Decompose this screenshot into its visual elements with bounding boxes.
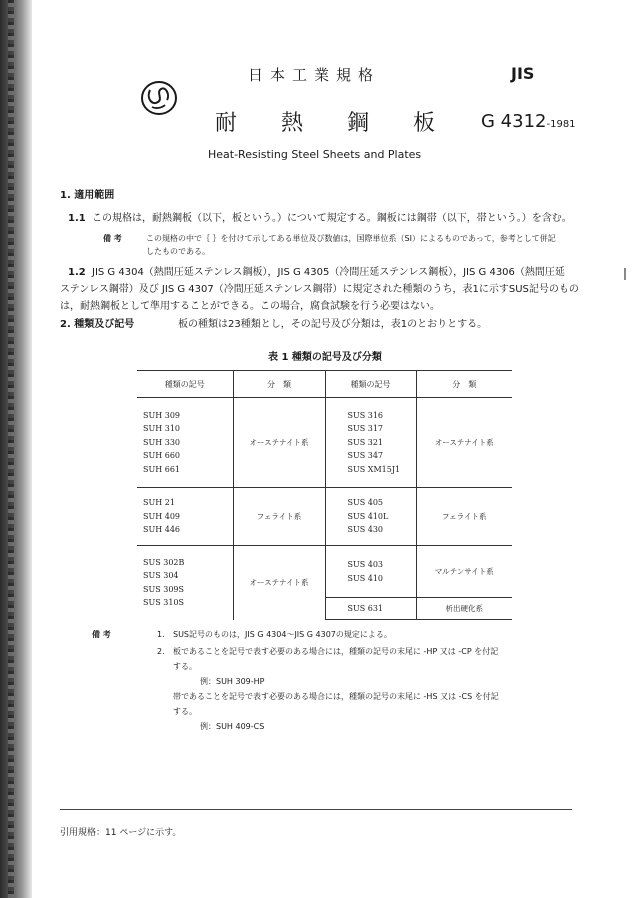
table-row [137, 398, 512, 488]
header-code-right: 種類の記号 [325, 371, 416, 398]
remark-2-number: 2. [157, 647, 165, 656]
org-line: 日本工業規格 [248, 66, 381, 84]
code: SUS 405 [347, 498, 384, 508]
footer-divider [60, 809, 572, 810]
note-line-2: したものである。 [146, 247, 210, 256]
code-list-right [325, 398, 416, 488]
class-right: マルテンサイト系 [416, 546, 512, 598]
clause-1-2-number: 1.2 [68, 267, 86, 278]
standard-title-en: Heat-Resisting Steel Sheets and Plates [208, 148, 422, 161]
class-right: 析出硬化系 [416, 598, 512, 620]
header-class-left: 分 類 [233, 371, 325, 398]
code: SUH 330 [143, 437, 181, 447]
code: SUS 317 [347, 424, 384, 434]
scan-mark [624, 268, 626, 280]
clause-1-1-number: 1.1 [68, 213, 86, 224]
note-label: 備 考 [103, 234, 122, 243]
jis-mark-icon [138, 78, 180, 118]
class-right: オーステナイト系 [434, 438, 494, 447]
header-class-right: 分 類 [416, 371, 512, 398]
remark-2-line-4: する。 [173, 707, 197, 716]
code: SUS 430 [347, 525, 384, 535]
clause-1-1-text: この規格は，耐熱鋼板（以下，板という。）について規定する。鋼板には鋼帯（以下，帯という。）を含む。 [92, 213, 572, 224]
code: SUS 321 [347, 437, 384, 447]
types-table [137, 370, 512, 620]
table-row [137, 546, 512, 598]
code-list-left [137, 546, 233, 620]
code-list-right [325, 488, 416, 546]
class-left: オーステナイト系 [233, 546, 325, 620]
code-list-right [325, 598, 416, 620]
code: SUS 310S [143, 598, 184, 608]
code-list-left [137, 488, 233, 546]
code: SUS 309S [143, 584, 184, 594]
code: SUH 446 [143, 525, 181, 535]
code: SUS 410L [347, 511, 389, 521]
remark-2-line-2: する。 [173, 662, 197, 671]
class-right: フェライト系 [416, 488, 512, 546]
section-1-heading: 1. 適用範囲 [60, 190, 115, 201]
standard-number-main: G 4312 [481, 111, 547, 132]
code: SUS 410 [347, 573, 384, 583]
code: SUS 631 [347, 603, 384, 613]
code: SUS 316 [347, 410, 384, 420]
code-list-left [137, 398, 233, 488]
code: SUS 347 [347, 451, 384, 461]
code: SUH 21 [143, 498, 175, 508]
standard-number [481, 111, 576, 132]
standard-title-jp: 耐熱鋼板 [215, 111, 480, 136]
code: SUH 409 [143, 511, 181, 521]
remark-1-number: 1. [157, 630, 165, 639]
remarks-label: 備 考 [92, 630, 111, 639]
code: SUH 310 [143, 424, 181, 434]
remark-2-example-1: 例：SUH 309-HP [200, 677, 265, 686]
clause-1-2-line-3: は，耐熱鋼板として準用することができる。この場合，腐食試験を行う必要はない。 [60, 301, 440, 312]
code: SUH 309 [143, 410, 181, 420]
cited-standards-note: 引用規格：11 ページに示す。 [60, 828, 182, 838]
table-row [137, 488, 512, 546]
table-title: 表 1 種類の記号及び分類 [268, 352, 382, 363]
remark-2-line-3: 帯であることを記号で表す必要のある場合には，種類の記号の末尾に -HS 又は -CS を付記 [173, 692, 499, 701]
code: SUS 403 [347, 560, 384, 569]
remark-2-line-1: 板であることを記号で表す必要のある場合には，種類の記号の末尾に -HP 又は -CP を付記 [173, 647, 499, 656]
header-code-left: 種類の記号 [137, 371, 233, 398]
section-2-text: 板の種類は23種類とし，その記号及び分類は，表1のとおりとする。 [178, 319, 488, 330]
standard-year: -1981 [546, 119, 576, 130]
jis-label: JIS [511, 64, 535, 83]
clause-1-2-line-2: ステンレス鋼帯）及び JIS G 4307（冷間圧延ステンレス鋼帯）に規定された種類のうち，表1に示すSUS記号のもの [60, 284, 579, 295]
code-list-right [325, 546, 416, 598]
scan-edge-shadow [0, 0, 32, 898]
class-left: フェライト系 [233, 488, 325, 546]
code: SUH 661 [143, 464, 181, 474]
note-line-1: この規格の中で｛ ｝を付けて示してある単位及び数値は，国際単位系（SI）によるものであって，参考として併記 [146, 234, 556, 243]
remark-1-text: SUS記号のものは，JIS G 4304～JIS G 4307の規定による。 [173, 630, 392, 639]
code: SUS 302B [143, 557, 185, 567]
section-2-heading: 2. 種類及び記号 [60, 319, 135, 330]
code: SUS XM15J1 [347, 464, 401, 474]
class-left: オーステナイト系 [233, 398, 325, 488]
code: SUS 304 [143, 571, 179, 581]
code: SUH 660 [143, 451, 181, 461]
remark-2-example-2: 例：SUH 409-CS [200, 722, 265, 731]
clause-1-2-line-1: JIS G 4304（熱間圧延ステンレス鋼板），JIS G 4305（冷間圧延ステンレス鋼板），JIS G 4306（熱間圧延 [92, 267, 565, 278]
